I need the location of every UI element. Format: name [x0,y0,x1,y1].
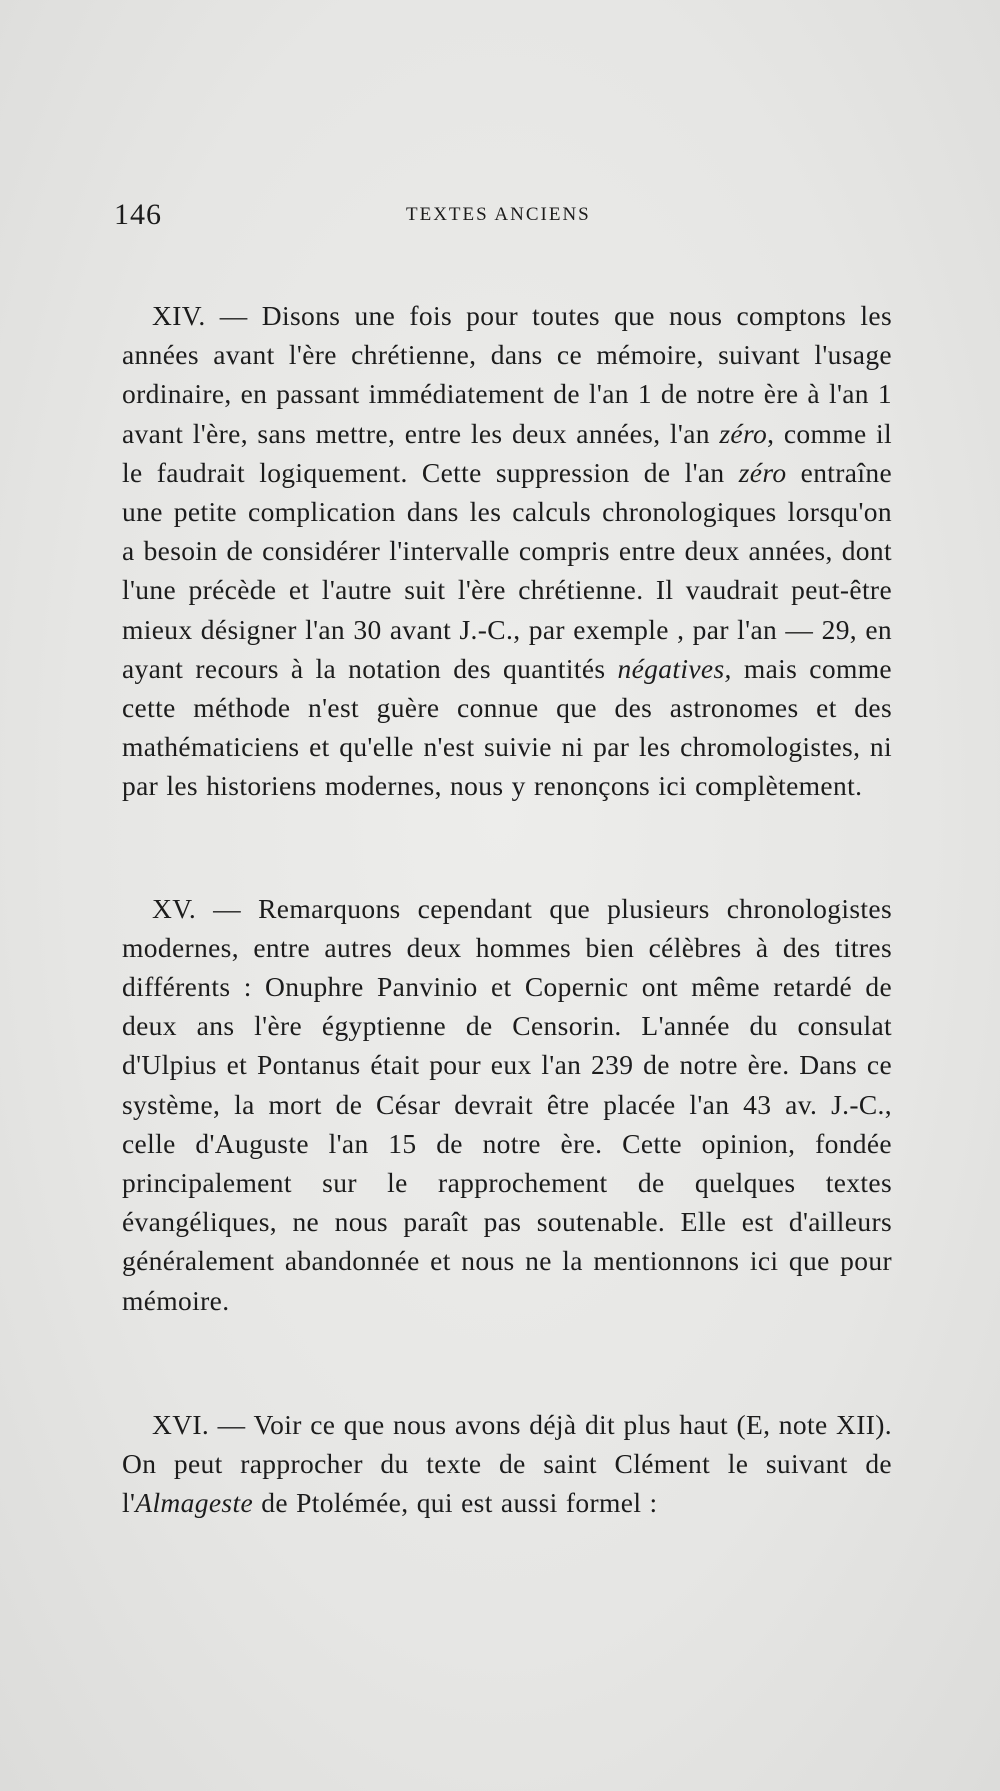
section-numeral: XV. — [152,892,242,924]
running-title: TEXTES ANCIENS [406,204,591,225]
paragraph-text: Remarquons cependant que plusieurs chronologistes modernes, entre autres deux hommes bien célèbres à des titres différents : Onuphre Panvinio et Copernic ont même retardé de deux ans l'ère égyptienne de Censorin. L'année du consulat d'Ulpius et Pontanus était pour eux l'an 239 de notre ère. Dans ce système, la mort de César devrait être placée l'an 43 av. J.-C., celle d'Auguste l'an 15 de notre ère. Cette opinion, fondée principalement sur le rapprochement de quelques textes évangéliques, ne nous paraît pas soutenable. Elle est d'ailleurs généralement abandonnée et nous ne la mentionnons ici que pour mémoire. [122,892,892,1316]
paragraph-text: mais comme cette méthode n'est guère connue que des astronomes et des mathématiciens et qu'elle n'est suivie ni par les chromologistes, ni par les historiens modernes, nous y renonçons ici complètement. [122,652,892,802]
italic-term: Almageste [135,1487,253,1519]
paragraph-text: de Ptolémée, qui est aussi formel : [253,1487,658,1519]
paragraph-text: Voir ce que nous avons déjà dit plus haut (E, note XII). On peut rapprocher du texte de saint Clément le suivant de l' [122,1408,892,1519]
paragraph-text: Disons une fois pour toutes que nous comptons les années avant l'ère chrétienne, dans ce mémoire, suivant l'usage ordinaire, en passant immédiatement de l'an 1 de notre ère à l'an 1 avant l'ère, sans mettre, entre les deux années, l'an [122,300,892,449]
paragraph-gap [122,1320,892,1405]
section-numeral: XIV. — [152,300,248,331]
paragraph-xv [122,889,892,1320]
section-numeral: XVI. — [152,1408,246,1440]
paragraph-xvi [122,1405,892,1523]
paragraph-xiv [122,296,892,806]
paragraph-text: , comme il le faudrait logiquement. Cette suppression de l'an [122,417,892,488]
page-number: 146 [114,198,162,231]
italic-term: zéro [719,417,768,449]
italic-term: zéro [738,456,787,488]
paragraph-gap [122,806,892,889]
italic-term: négatives, [617,652,732,684]
paragraph-text: entraîne une petite complication dans les calculs chronologiques lorsqu'on a besoin de considérer l'intervalle compris entre deux années, dont l'une précède et l'autre suit l'ère chrétienne. Il vaudrait peut-être mieux désigner l'an 30 avant J.-C., par exemple , par l'an — 29, en ayant recours à la notation des quantités [122,456,892,684]
page-header [114,198,894,234]
body-text [122,296,892,1522]
